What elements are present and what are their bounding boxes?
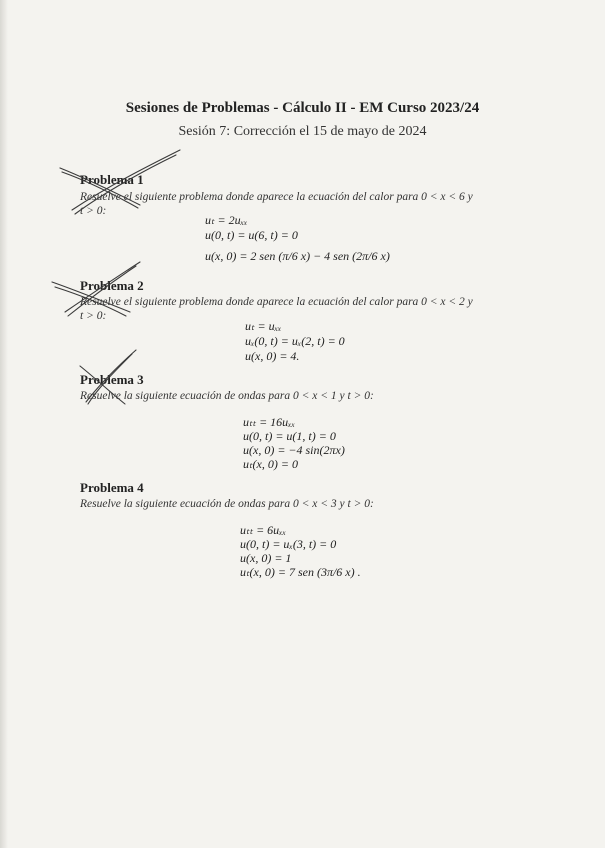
problem-2-eq-2: uₓ(0, t) = uₓ(2, t) = 0 xyxy=(245,334,345,348)
problem-4-title: Problema 4 xyxy=(80,480,144,495)
problem-1-statement-line-2: t > 0: xyxy=(80,205,107,217)
problem-3-eq-1: uₜₜ = 16uₓₓ xyxy=(243,415,295,429)
problem-2-statement xyxy=(80,295,530,323)
problem-3-statement: Resuelve la siguiente ecuación de ondas para 0 < x < 1 y t > 0: xyxy=(80,390,374,402)
problem-4-eq-1: uₜₜ = 6uₓₓ xyxy=(240,523,286,537)
problem-3-eq-3: u(x, 0) = −4 sin(2πx) xyxy=(243,443,345,457)
problem-1-title: Problema 1 xyxy=(80,172,144,187)
problem-2-statement-line-2: t > 0: xyxy=(80,310,107,322)
problem-4-eq-3: u(x, 0) = 1 xyxy=(240,551,292,565)
problem-2-eq-3: u(x, 0) = 4. xyxy=(245,349,300,363)
problem-3-eq-4: uₜ(x, 0) = 0 xyxy=(243,457,298,471)
problem-1-statement-line-1: Resuelve el siguiente problema donde aparece la ecuación del calor para 0 < x < 6 y xyxy=(80,191,473,203)
document-title: Sesiones de Problemas - Cálculo II - EM Curso 2023/24 xyxy=(125,100,480,116)
problem-1-eq-3: u(x, 0) = 2 sen (π/6 x) − 4 sen (2π/6 x) xyxy=(205,249,390,263)
problem-2-eq-1: uₜ = uₓₓ xyxy=(245,319,282,333)
problem-4-eq-2: u(0, t) = uₓ(3, t) = 0 xyxy=(240,537,337,551)
problem-1-eq-2: u(0, t) = u(6, t) = 0 xyxy=(205,228,298,242)
problem-1-eq-1: uₜ = 2uₓₓ xyxy=(205,213,248,227)
problem-3-title: Problema 3 xyxy=(80,372,144,387)
problem-2-title: Problema 2 xyxy=(80,278,144,293)
problem-2-statement-line-1: Resuelve el siguiente problema donde aparece la ecuación del calor para 0 < x < 2 y xyxy=(80,296,473,308)
problem-4-eq-4: uₜ(x, 0) = 7 sen (3π/6 x) . xyxy=(240,565,361,579)
problem-3-eq-2: u(0, t) = u(1, t) = 0 xyxy=(243,429,336,443)
problem-1-statement xyxy=(80,190,530,218)
document-subtitle: Sesión 7: Corrección el 15 de mayo de 2024 xyxy=(178,124,427,139)
problem-4-statement: Resuelve la siguiente ecuación de ondas para 0 < x < 3 y t > 0: xyxy=(80,498,374,510)
